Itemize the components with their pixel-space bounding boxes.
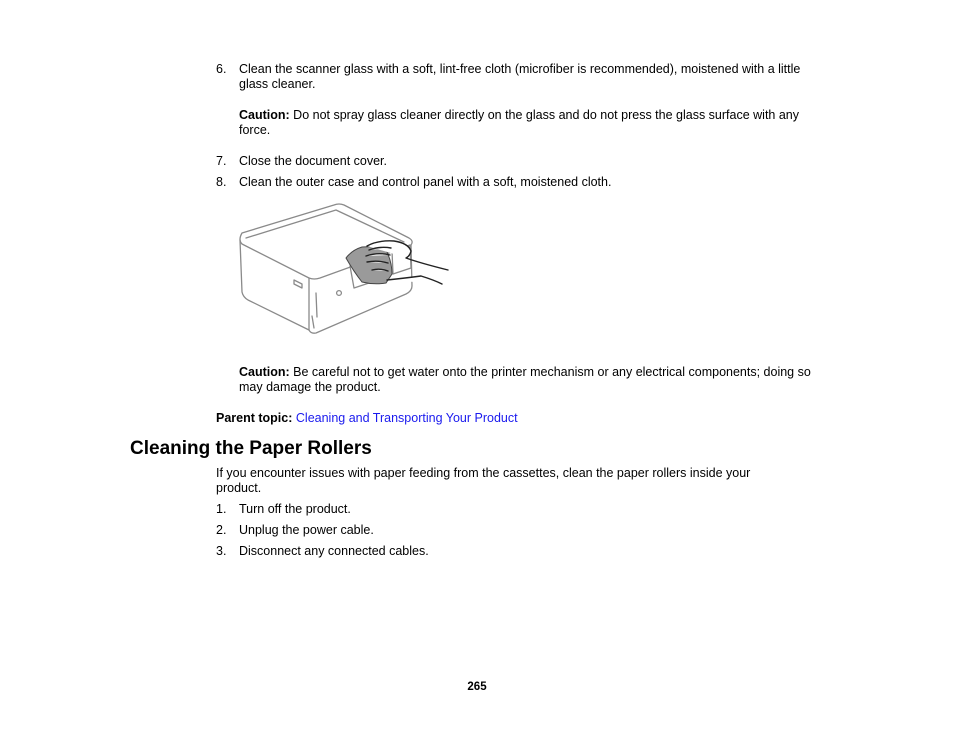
step-text: Close the document cover. <box>239 154 387 168</box>
step-number: 1. <box>216 502 227 516</box>
step-text: Turn off the product. <box>239 502 351 516</box>
step-text: Disconnect any connected cables. <box>239 544 429 558</box>
caution-note <box>239 365 829 395</box>
parent-topic <box>216 411 518 426</box>
caution-note <box>239 108 811 138</box>
parent-topic-label: Parent topic: <box>216 411 293 425</box>
step-number: 6. <box>216 62 227 76</box>
caution-label: Caution: <box>239 365 290 379</box>
step-number: 3. <box>216 544 227 558</box>
step-text: Clean the outer case and control panel with a soft, moistened cloth. <box>239 175 612 189</box>
caution-text: Be careful not to get water onto the printer mechanism or any electrical components; doing so may damage the product. <box>239 365 811 394</box>
step-text: Clean the scanner glass with a soft, lint-free cloth (microfiber is recommended), moistened with a little glass cleaner. <box>239 62 801 91</box>
section-heading: Cleaning the Paper Rollers <box>130 438 372 459</box>
step-number: 2. <box>216 523 227 537</box>
caution-text: Do not spray glass cleaner directly on the glass and do not press the glass surface with any force. <box>239 108 799 137</box>
step-number: 8. <box>216 175 227 189</box>
parent-topic-link[interactable]: Cleaning and Transporting Your Product <box>295 411 518 425</box>
section-intro: If you encounter issues with paper feeding from the cassettes, clean the paper rollers inside your product. <box>216 466 751 495</box>
step-text: Unplug the power cable. <box>239 523 374 537</box>
caution-label: Caution: <box>239 108 290 122</box>
printer-cleaning-illustration <box>236 200 452 336</box>
step-number: 7. <box>216 154 227 168</box>
page-number: 265 <box>467 681 487 693</box>
